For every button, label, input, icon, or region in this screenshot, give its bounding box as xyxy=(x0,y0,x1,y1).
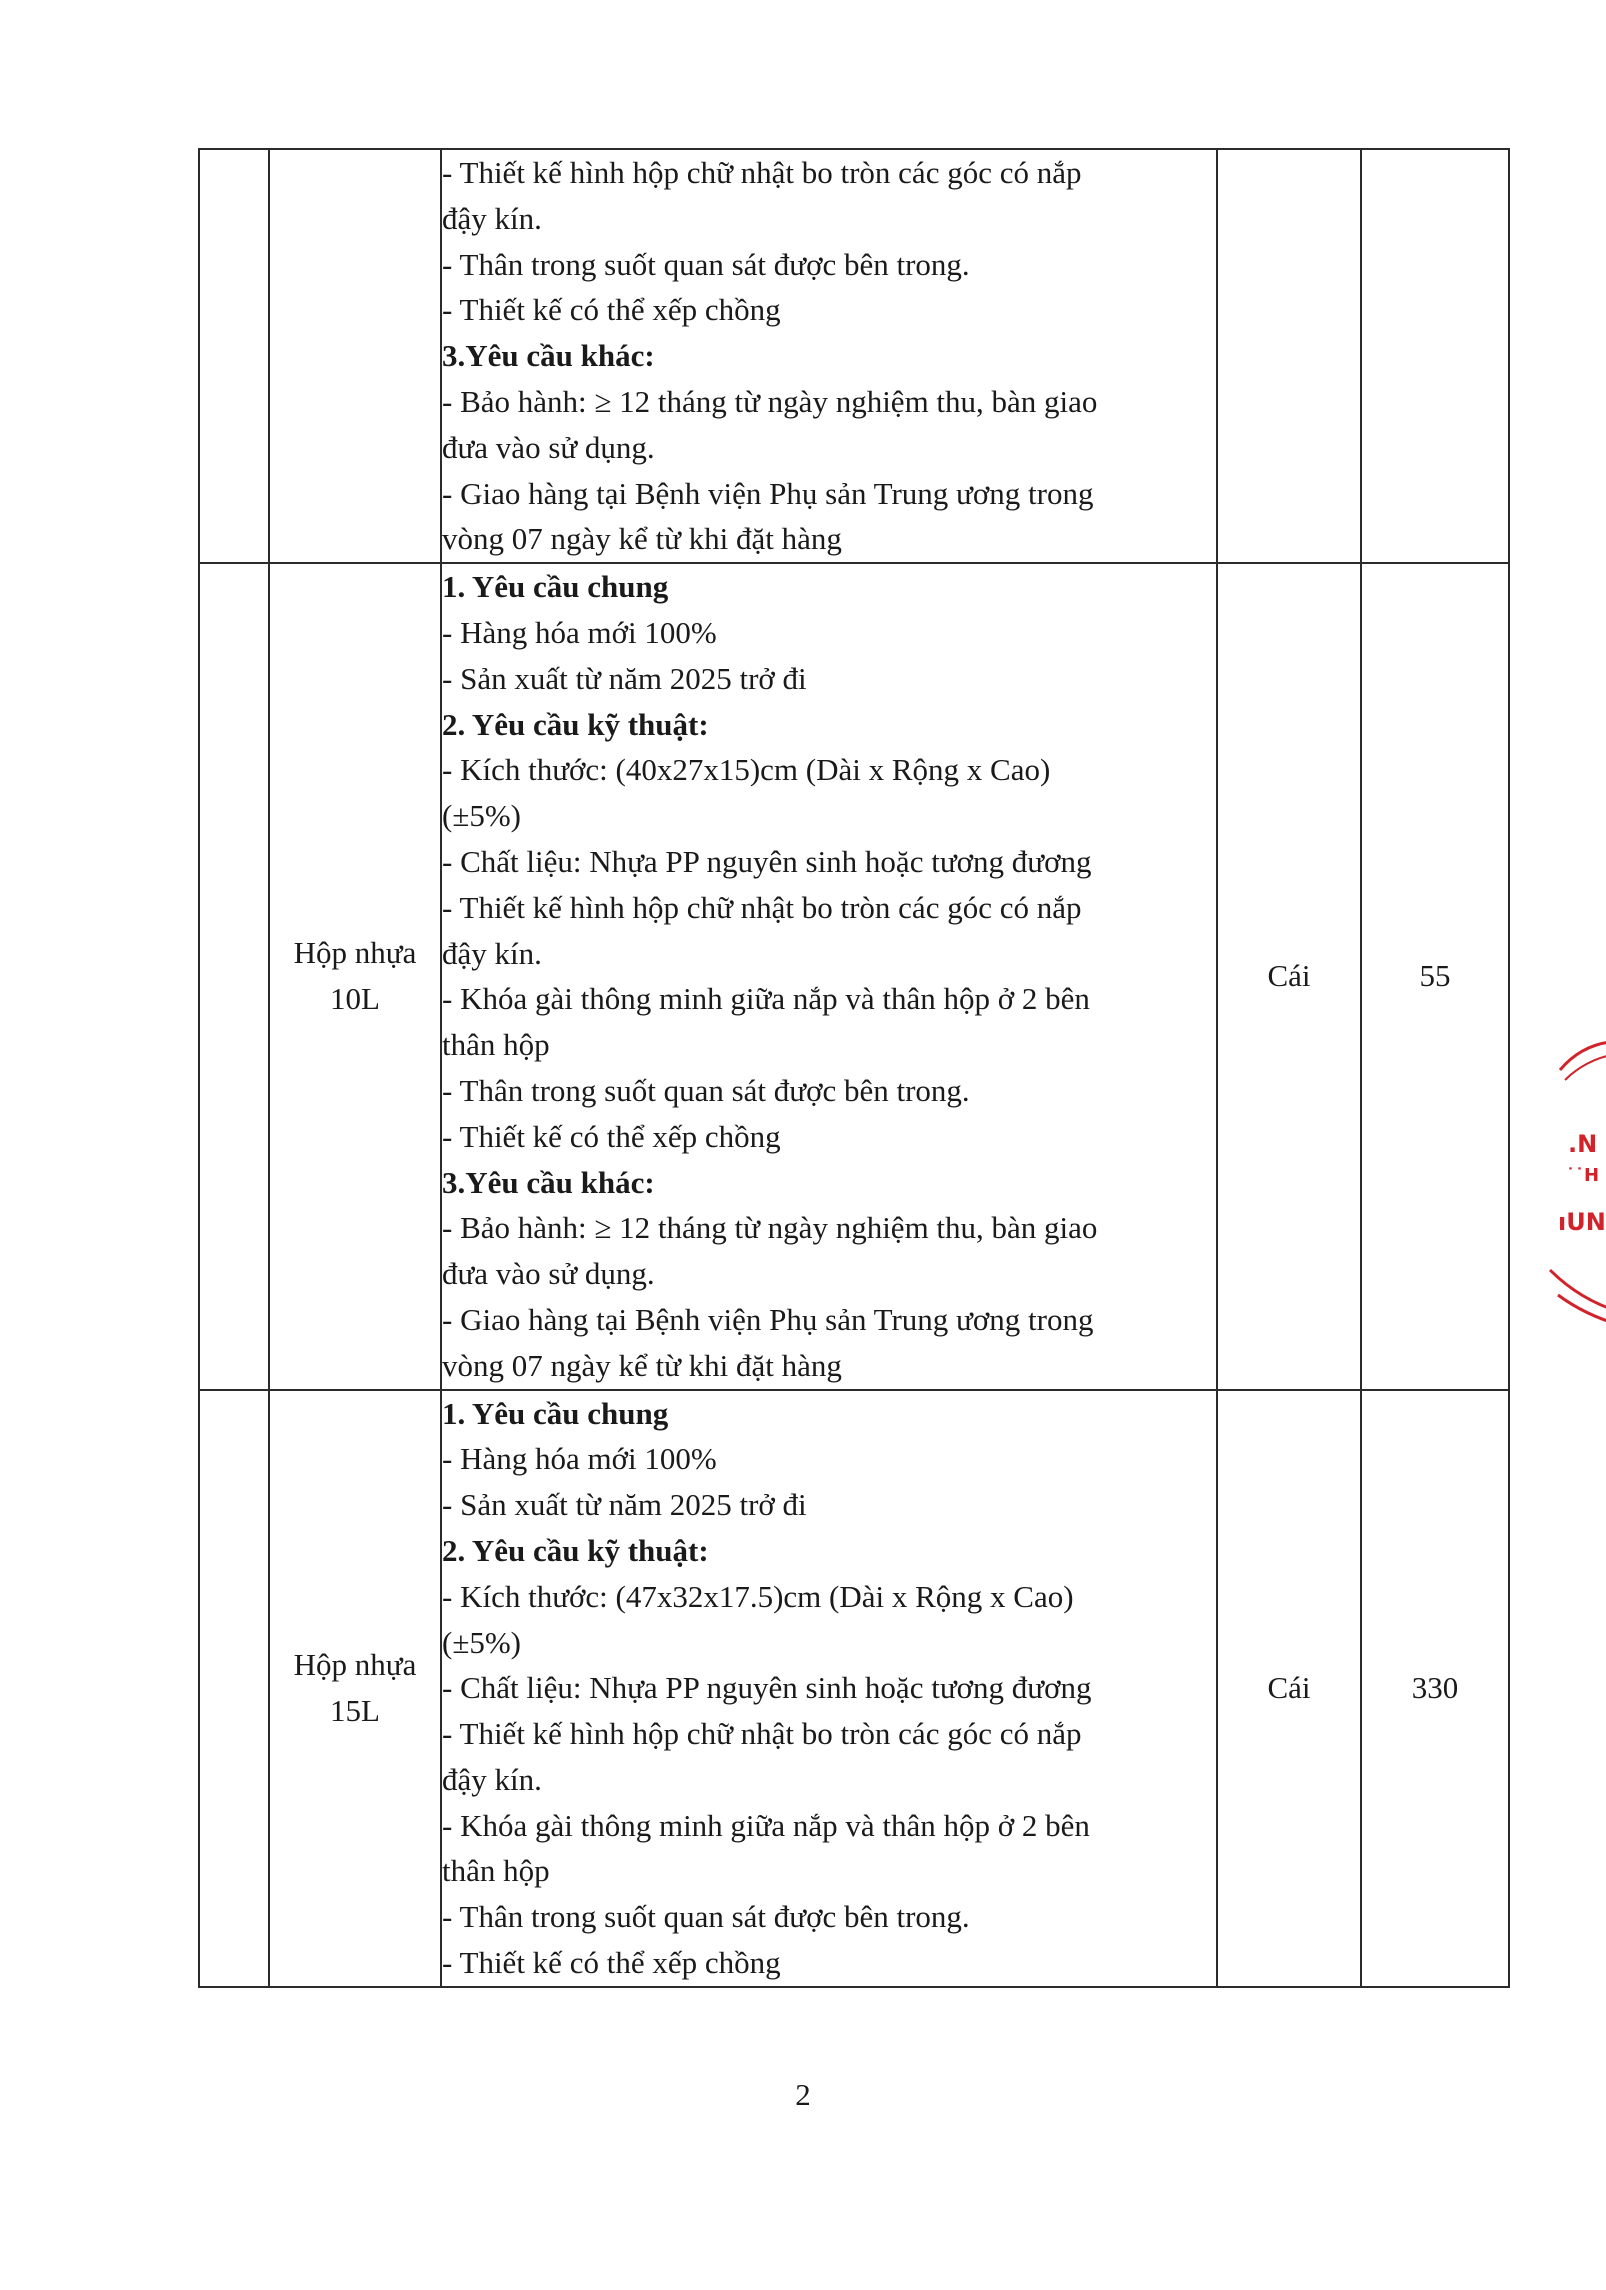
spec-line: (±5%) xyxy=(442,1624,521,1660)
quantity-cell xyxy=(1361,149,1509,563)
table-row xyxy=(199,149,1509,563)
unit-cell xyxy=(1217,149,1361,563)
spec-line: - Sản xuất từ năm 2025 trở đi xyxy=(442,1487,807,1523)
spec-cell xyxy=(441,149,1217,563)
spec-line: vòng 07 ngày kể từ khi đặt hàng xyxy=(442,1347,842,1383)
spec-section-heading: 1. Yêu cầu chung xyxy=(442,569,669,605)
spec-line: - Khóa gài thông minh giữa nắp và thân hộp ở 2 bên xyxy=(442,981,1090,1017)
quantity-cell: 330 xyxy=(1361,1390,1509,1987)
spec-line: - Bảo hành: ≥ 12 tháng từ ngày nghiệm thu, bàn giao xyxy=(442,383,1098,419)
spec-line: - Chất liệu: Nhựa PP nguyên sinh hoặc tương đương xyxy=(442,1670,1092,1706)
row-stt-cell xyxy=(199,563,269,1389)
spec-section-heading: 2. Yêu cầu kỹ thuật: xyxy=(442,706,709,742)
spec-line: - Giao hàng tại Bệnh viện Phụ sản Trung ương trong xyxy=(442,1301,1094,1337)
spec-line: - Thiết kế hình hộp chữ nhật bo tròn các góc có nắp xyxy=(442,1716,1082,1752)
spec-line: thân hộp xyxy=(442,1853,550,1889)
spec-line: - Kích thước: (47x32x17.5)cm (Dài x Rộng x Cao) xyxy=(442,1578,1074,1614)
spec-line: - Giao hàng tại Bệnh viện Phụ sản Trung ương trong xyxy=(442,475,1094,511)
stamp-arc-icon xyxy=(1540,1040,1606,1340)
spec-line: - Thân trong suốt quan sát được bên trong. xyxy=(442,1072,970,1108)
spec-line: - Sản xuất từ năm 2025 trở đi xyxy=(442,660,807,696)
spec-line: - Thiết kế hình hộp chữ nhật bo tròn các góc có nắp xyxy=(442,889,1082,925)
quantity-cell: 55 xyxy=(1361,563,1509,1389)
spec-line: - Thân trong suốt quan sát được bên trong. xyxy=(442,1899,970,1935)
specification-table xyxy=(198,148,1510,1988)
spec-line: - Khóa gài thông minh giữa nắp và thân hộp ở 2 bên xyxy=(442,1807,1090,1843)
table-row xyxy=(199,1390,1509,1987)
spec-line: - Hàng hóa mới 100% xyxy=(442,1441,717,1477)
spec-line: (±5%) xyxy=(442,798,521,834)
stamp-text: ˙˙H xyxy=(1566,1165,1600,1186)
spec-line: - Thiết kế có thể xếp chồng xyxy=(442,1945,781,1981)
page-number: 2 xyxy=(795,2077,811,2112)
spec-lines xyxy=(442,564,1216,1388)
spec-lines xyxy=(442,1391,1216,1986)
spec-line: - Bảo hành: ≥ 12 tháng từ ngày nghiệm thu, bàn giao xyxy=(442,1210,1098,1246)
row-stt-cell xyxy=(199,149,269,563)
row-stt-cell xyxy=(199,1390,269,1987)
spec-line: vòng 07 ngày kể từ khi đặt hàng xyxy=(442,521,842,557)
table-row xyxy=(199,563,1509,1389)
red-stamp-fragment xyxy=(1540,1040,1606,1340)
spec-line: - Chất liệu: Nhựa PP nguyên sinh hoặc tương đương xyxy=(442,843,1092,879)
spec-cell xyxy=(441,1390,1217,1987)
item-name-cell: Hộp nhựa 10L xyxy=(269,563,441,1389)
stamp-text: ıUN xyxy=(1558,1208,1606,1236)
unit-cell: Cái xyxy=(1217,1390,1361,1987)
spec-line: đậy kín. xyxy=(442,200,542,236)
spec-line: đậy kín. xyxy=(442,1761,542,1797)
item-name-cell: Hộp nhựa 15L xyxy=(269,1390,441,1987)
spec-line: - Kích thước: (40x27x15)cm (Dài x Rộng x Cao) xyxy=(442,752,1051,788)
unit-cell: Cái xyxy=(1217,563,1361,1389)
spec-section-heading: 3.Yêu cầu khác: xyxy=(442,1164,655,1200)
spec-line: đưa vào sử dụng. xyxy=(442,1256,655,1292)
spec-line: đậy kín. xyxy=(442,935,542,971)
spec-line: thân hộp xyxy=(442,1027,550,1063)
spec-line: - Thiết kế có thể xếp chồng xyxy=(442,1118,781,1154)
spec-section-heading: 1. Yêu cầu chung xyxy=(442,1395,669,1431)
spec-line: đưa vào sử dụng. xyxy=(442,429,655,465)
stamp-text: .N xyxy=(1568,1130,1598,1158)
spec-line: - Hàng hóa mới 100% xyxy=(442,614,717,650)
spec-lines xyxy=(442,150,1216,562)
spec-line: - Thân trong suốt quan sát được bên trong. xyxy=(442,246,970,282)
item-name-cell xyxy=(269,149,441,563)
spec-section-heading: 2. Yêu cầu kỹ thuật: xyxy=(442,1532,709,1568)
spec-section-heading: 3.Yêu cầu khác: xyxy=(442,338,655,374)
spec-line: - Thiết kế có thể xếp chồng xyxy=(442,292,781,328)
spec-cell xyxy=(441,563,1217,1389)
spec-line: - Thiết kế hình hộp chữ nhật bo tròn các góc có nắp xyxy=(442,155,1082,190)
